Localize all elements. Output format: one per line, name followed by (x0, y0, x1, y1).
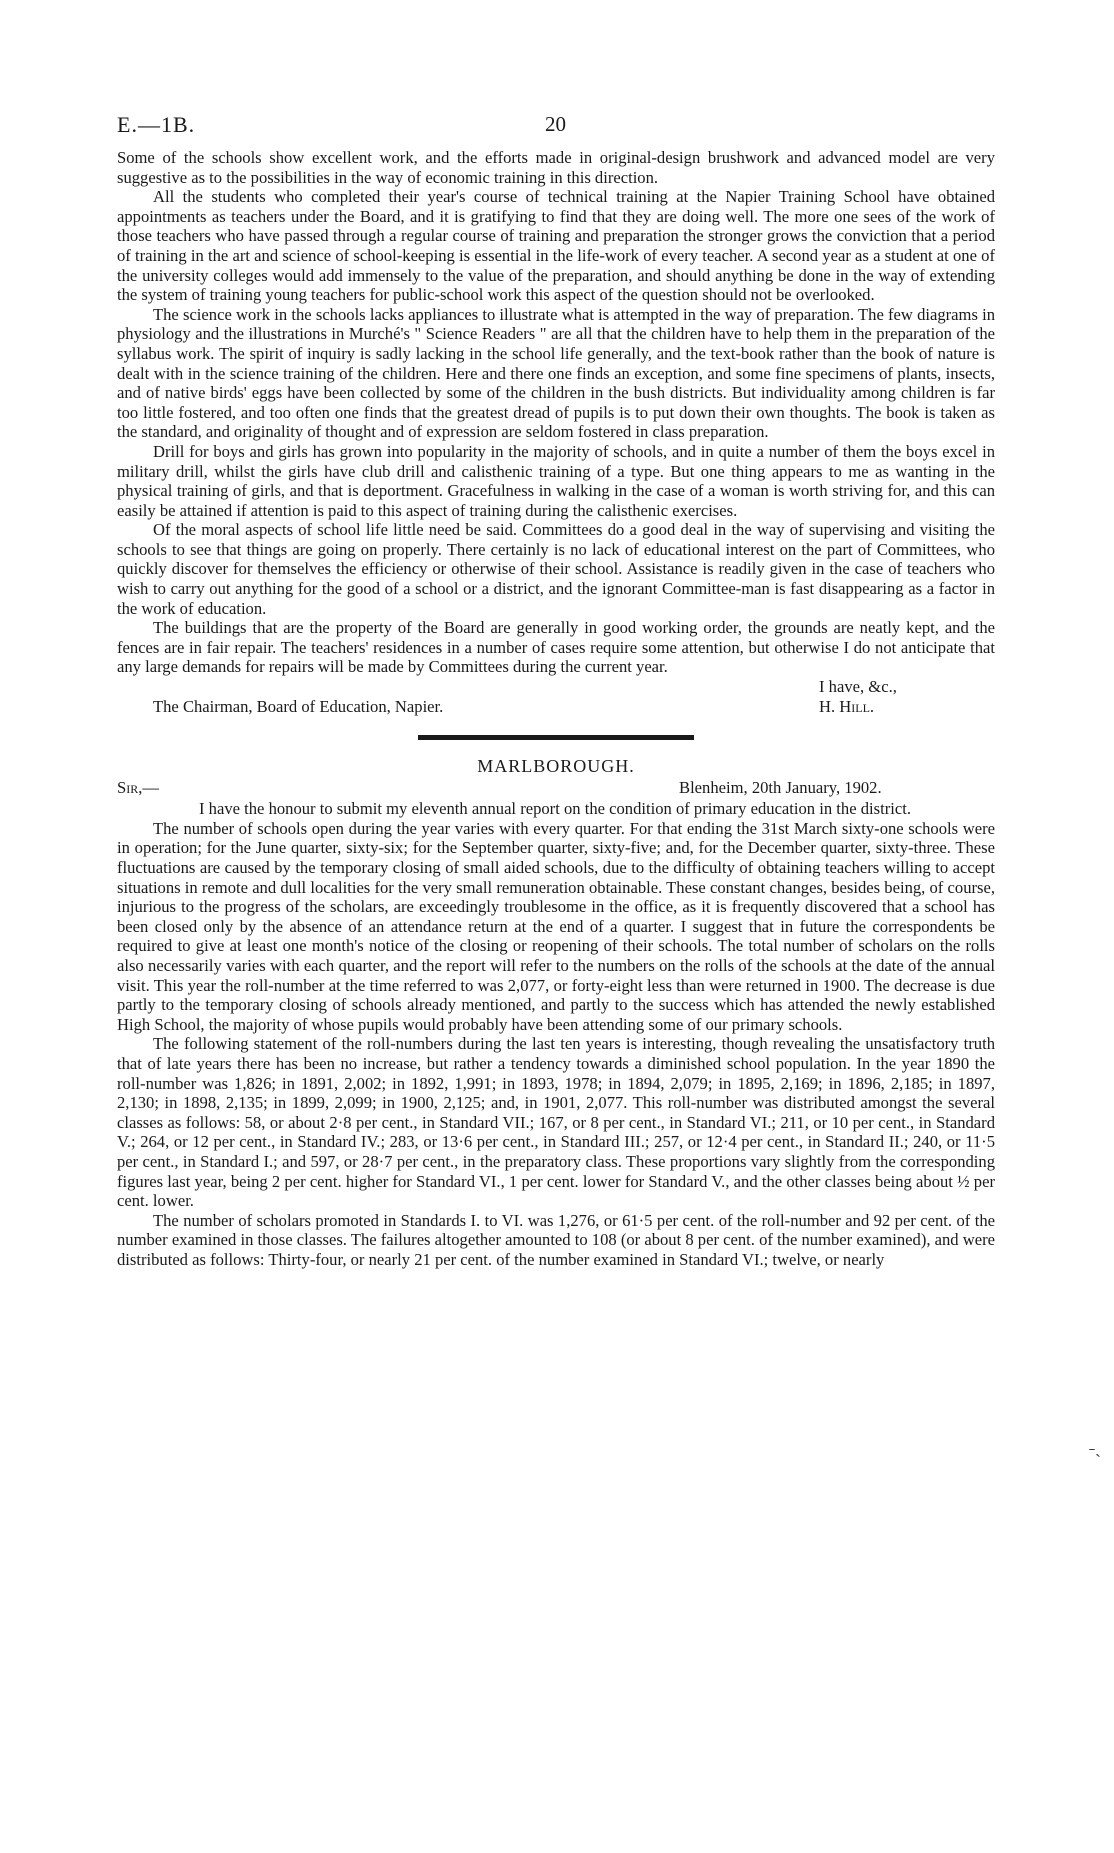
paragraph: The number of scholars promoted in Standards I. to VI. was 1,276, or 61·5 per cent. of the roll-number and 92 per cent. of the number examined in those classes. The failures altogether amounted to 108 (or about 8 per cent. of the number examined), and were distributed as follows: Thirty-four, or nearly 21 per cent. of the number examined in Standard VI.; twelve, or nearly (117, 1210, 995, 1269)
document-page (117, 112, 995, 1269)
opening-paragraph: I have the honour to submit my eleventh annual report on the condition of primary education in the district. (199, 799, 911, 819)
paragraph: Some of the schools show excellent work, and the efforts made in original-design brushwork and advanced model are very suggestive as to the possibilities in the way of economic training in this direction. (117, 148, 995, 187)
section-title: MARLBOROUGH. (477, 756, 635, 777)
addressee: The Chairman, Board of Education, Napier. (153, 696, 444, 716)
place-date: Blenheim, 20th January, 1902. (679, 778, 882, 798)
paragraph: All the students who completed their year's course of technical training at the Napier Training School have obtained appointments as teachers under the Board, and it is gratifying to find that they are doing well. The more one sees of the work of those teachers who have passed through a regular course of training and preparation the stronger grows the conviction that a period of training in the art and science of school-keeping is essential in the life-work of every teacher. A second year as a student at one of the university colleges would add immensely to the value of the preparation, and should anything be done in the way of extending the system of training young teachers for public-school work this aspect of the question should not be overlooked. (117, 187, 995, 305)
divider-rule (418, 735, 694, 740)
paragraph: The number of schools open during the year varies with every quarter. For that ending the 31st March sixty-one schools were in operation; for the June quarter, sixty-six; for the September quarter, sixty-five; and, for the December quarter, sixty-three. These fluctuations are caused by the temporary closing of small aided schools, due to the difficulty of obtaining teachers willing to accept situations in remote and dull localities for the very small remuneration obtainable. These constant changes, besides being, of course, injurious to the progress of the scholars, are exceedingly troublesome in the office, as it is frequently discovered that a school has been closed only by the absence of an attendance return at the end of a quarter. I suggest that in future the correspondents be required to give at least one month's notice of the closing or reopening of their schools. The total number of scholars on the rolls also necessarily varies with each quarter, and the report will refer to the numbers on the rolls of the schools at the date of the annual visit. This year the roll-number at the time referred to was 2,077, or forty-eight less than were returned in 1900. The decrease is due partly to the temporary closing of schools already mentioned, and partly to the success which has attended the newly established High School, the majority of whose pupils would probably have been attending some of our primary schools. (117, 818, 995, 1034)
signature-row (117, 697, 995, 717)
paragraph: Drill for boys and girls has grown into popularity in the majority of schools, and in quite a number of them the boys excel in military drill, whilst the girls have club drill and calisthenic training of a type. But one thing appears to me as wanting in the physical training of girls, and that is deportment. Gracefulness in walking in the case of a woman is worth striving for, and this can easily be attained if attention is paid to this aspect of training during the calisthenic exercises. (117, 441, 995, 520)
closing-row (117, 677, 995, 697)
salutation: Sir,— (117, 778, 159, 798)
paragraph: The buildings that are the property of the Board are generally in good working order, the grounds are neatly kept, and the fences are in fair repair. The teachers' residences in a number of cases require some attention, but otherwise I do not anticipate that any large demands for repairs will be made by Committees during the current year. (117, 618, 995, 677)
page-number: 20 (545, 112, 566, 136)
paragraph: The following statement of the roll-numbers during the last ten years is interesting, though revealing the unsatisfactory truth that of late years there has been no increase, but rather a tendency towards a diminished school population. In the year 1890 the roll-number was 1,826; in 1891, 2,002; in 1892, 1,991; in 1893, 1978; in 1894, 2,079; in 1895, 2,169; in 1896, 2,185; in 1897, 2,130; in 1898, 2,135; in 1899, 2,099; in 1900, 2,125; and, in 1901, 2,077. This roll-number was distributed amongst the several classes as follows: 58, or about 2·8 per cent., in Standard VII.; 167, or 8 per cent., in Standard VI.; 211, or 10 per cent., in Standard V.; 264, or 12 per cent., in Standard IV.; 283, or 13·6 per cent., in Standard III.; 257, or 12·4 per cent., in Standard II.; 240, or 11·5 per cent., in Standard I.; and 597, or 28·7 per cent., in the preparatory class. These proportions vary slightly from the corresponding figures last year, being 2 per cent. higher for Standard VI., 1 per cent. lower for Standard V., and the other classes being about ½ per cent. lower. (117, 1034, 995, 1211)
section-divider (117, 735, 995, 742)
page-header (117, 112, 995, 148)
paragraph: The science work in the schools lacks appliances to illustrate what is attempted in the way of preparation. The few diagrams in physiology and the illustrations in Murché's " Science Readers " are all that the children have to help them in the preparation of the syllabus work. The spirit of inquiry is sadly lacking in the school life generally, and the text-book rather than the book of nature is dealt with in the science training of the children. Here and there one finds an exception, and some fine specimens of plants, insects, and of native birds' eggs have been collected by some of the children in the bush districts. But individuality among children is far too little fostered, and too often one finds that the greatest dread of pupils is to put down their own thoughts. The book is taken as the standard, and originality of thought and of expression are seldom fostered in class preparation. (117, 304, 995, 442)
signature: H. Hill. (819, 696, 875, 716)
paragraph: Of the moral aspects of school life little need be said. Committees do a good deal in the way of supervising and visiting the schools to see that things are going on properly. There certainly is no lack of educational interest on the part of Committees, who quickly discover for themselves the efficiency or otherwise of their school. Assistance is readily given in the case of teachers who wish to carry out anything for the good of a school or a district, and the ignorant Committee-man is fast disappearing as a factor in the work of education. (117, 520, 995, 618)
margin-mark: ˗ˏ (1089, 1437, 1101, 1457)
salutation-row (117, 777, 995, 799)
header-reference: E.—1B. (117, 112, 196, 137)
closing-formula: I have, &c., (819, 677, 897, 697)
